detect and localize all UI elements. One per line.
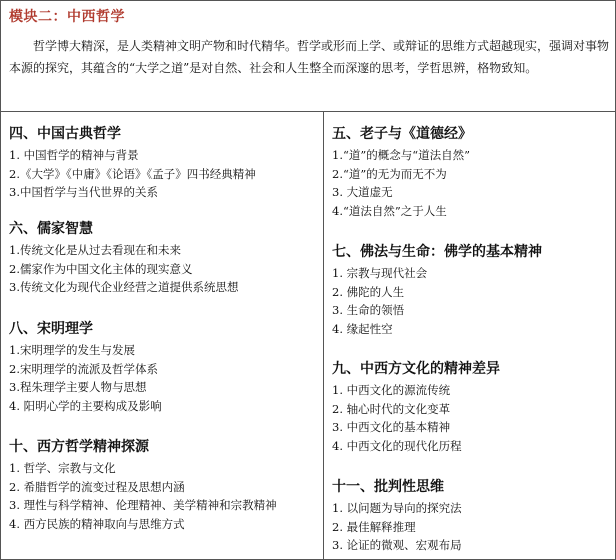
section-title: 九、中西方文化的精神差异 (332, 361, 500, 377)
left-column (1, 112, 324, 559)
section-western-philosophy (9, 437, 277, 533)
section-confucian-wisdom (9, 219, 238, 297)
section-chinese-classical-philosophy (9, 124, 256, 202)
section-item: 3. 理性与科学精神、伦理精神、美学精神和宗教精神 (9, 498, 277, 512)
section-item: 3. 中西文化的基本精神 (332, 420, 451, 434)
section-title: 七、佛法与生命：佛学的基本精神 (332, 244, 542, 260)
section-east-west-cultural-differences (332, 359, 500, 455)
module-header (1, 1, 615, 112)
section-item: 3.程朱理学主要人物与思想 (9, 380, 147, 394)
section-item: 3.中国哲学与当代世界的关系 (9, 185, 158, 199)
section-item: 1. 以问题为导向的探究法 (332, 501, 462, 515)
section-item: 3.传统文化为现代企业经营之道提供系统思想 (9, 280, 239, 294)
section-item: 2. 希腊哲学的流变过程及思想内涵 (9, 479, 185, 494)
section-item: 2.宋明理学的流派及哲学体系 (9, 361, 158, 376)
section-item: 4.“道法自然”之于人生 (332, 203, 447, 218)
section-item: 2. 最佳解释推理 (332, 519, 416, 534)
section-buddhism-and-life (332, 242, 542, 338)
section-item: 1.“道”的概念与“道法自然” (332, 148, 470, 162)
section-item: 1. 宗教与现代社会 (332, 266, 428, 280)
section-item: 1. 中西文化的源流传统 (332, 383, 451, 397)
section-title: 十、西方哲学精神探源 (9, 439, 149, 455)
right-column (324, 112, 615, 559)
section-laozi-daodejing (332, 124, 472, 220)
section-item: 2. 轴心时代的文化变革 (332, 401, 451, 416)
section-item: 2.《大学》《中庸》《论语》《孟子》四书经典精神 (9, 166, 256, 181)
section-item: 2.“道”的无为而无不为 (332, 166, 447, 181)
section-title: 八、宋明理学 (9, 321, 93, 337)
module-title: 模块二：中西哲学 (9, 9, 125, 25)
section-item: 3. 论证的微观、宏观布局 (332, 538, 462, 552)
section-item: 1.传统文化是从过去看现在和未来 (9, 243, 181, 257)
section-item: 2.儒家作为中国文化主体的现实意义 (9, 261, 193, 276)
section-item: 1. 中国哲学的精神与背景 (9, 148, 139, 162)
section-title: 五、老子与《道德经》 (332, 126, 472, 142)
section-title: 十一、批判性思维 (332, 479, 444, 495)
section-item: 3. 大道虚无 (332, 185, 393, 199)
section-title: 四、中国古典哲学 (9, 126, 121, 142)
section-item: 1. 哲学、宗教与文化 (9, 461, 116, 475)
section-item: 4. 阳明心学的主要构成及影响 (9, 398, 162, 413)
module-intro: 哲学博大精深，是人类精神文明产物和时代精华。哲学或形而上学、或辩证的思维方式超越现实，强调对事物本源的探究，其蕴含的“大学之道”是对自然、社会和人生整全而深邃的思考，学哲思辨，格物致知。 (9, 39, 610, 75)
section-title: 六、儒家智慧 (9, 221, 93, 237)
section-item: 2. 佛陀的人生 (332, 284, 405, 299)
section-item: 3. 生命的领悟 (332, 303, 405, 317)
section-item: 1.宋明理学的发生与发展 (9, 343, 135, 357)
section-item: 4. 中西文化的现代化历程 (332, 438, 462, 453)
section-item: 4. 缘起性空 (332, 321, 393, 336)
section-song-ming-neo-confucianism (9, 319, 162, 415)
section-item: 4. 西方民族的精神取向与思维方式 (9, 516, 185, 531)
section-critical-thinking (332, 477, 462, 555)
